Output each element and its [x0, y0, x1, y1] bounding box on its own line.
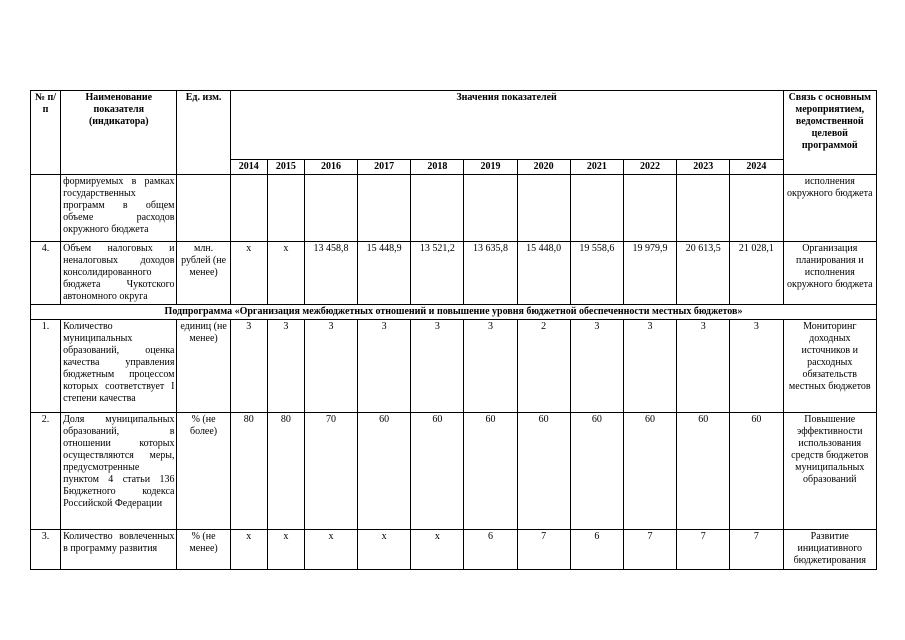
row-value: х: [230, 530, 267, 570]
row-value: [304, 175, 357, 242]
row-unit: млн. рублей (не менее): [177, 242, 230, 305]
row-value: 60: [730, 413, 783, 530]
row-unit: единиц (не менее): [177, 320, 230, 413]
table-row: [31, 320, 877, 413]
row-value: х: [304, 530, 357, 570]
row-indicator-name: Количество муниципальных образований, оценка качества управления бюджетным процессом которых соответствует I степени качества: [61, 320, 177, 413]
row-value: [570, 175, 623, 242]
header-year: 2016: [304, 160, 357, 175]
row-value: 6: [570, 530, 623, 570]
row-value: 80: [230, 413, 267, 530]
header-unit: Ед. изм.: [177, 91, 230, 175]
row-link: Организация планирования и исполнения окружного бюджета: [783, 242, 876, 305]
row-value: х: [411, 530, 464, 570]
row-value: [517, 175, 570, 242]
row-value: 19 558,6: [570, 242, 623, 305]
row-value: 6: [464, 530, 517, 570]
row-value: 3: [267, 320, 304, 413]
row-value: 15 448,9: [358, 242, 411, 305]
row-value: 21 028,1: [730, 242, 783, 305]
header-year: 2023: [677, 160, 730, 175]
row-unit: [177, 175, 230, 242]
row-number: [31, 175, 61, 242]
row-value: 3: [570, 320, 623, 413]
row-number: 2.: [31, 413, 61, 530]
row-value: 3: [677, 320, 730, 413]
row-value: 70: [304, 413, 357, 530]
row-value: 3: [623, 320, 676, 413]
header-year: 2017: [358, 160, 411, 175]
row-value: 3: [304, 320, 357, 413]
row-value: 60: [358, 413, 411, 530]
row-value: 3: [411, 320, 464, 413]
row-value: х: [267, 530, 304, 570]
row-indicator-name: Доля муниципальных образований, в отношении которых осуществляются меры, предусмотренные пунктом 4 статьи 136 Бюджетного кодекса Российской Федерации: [61, 413, 177, 530]
table-row: [31, 413, 877, 530]
header-number: № п/п: [31, 91, 61, 175]
table-row: [31, 242, 877, 305]
header-year: 2015: [267, 160, 304, 175]
row-value: [230, 175, 267, 242]
row-value: 60: [411, 413, 464, 530]
row-value: [411, 175, 464, 242]
row-value: 2: [517, 320, 570, 413]
row-unit: % (не менее): [177, 530, 230, 570]
header-year: 2019: [464, 160, 517, 175]
row-value: 15 448,0: [517, 242, 570, 305]
row-value: [464, 175, 517, 242]
row-value: 60: [517, 413, 570, 530]
row-link: Повышение эффективности использования средств бюджетов муниципальных образований: [783, 413, 876, 530]
header-values: Значения показателей: [230, 91, 783, 160]
header-row: [31, 91, 877, 160]
table-row: [31, 530, 877, 570]
row-value: 60: [623, 413, 676, 530]
row-value: х: [267, 242, 304, 305]
row-value: 20 613,5: [677, 242, 730, 305]
row-unit: % (не более): [177, 413, 230, 530]
row-number: 3.: [31, 530, 61, 570]
header-year: 2024: [730, 160, 783, 175]
indicators-table: [30, 90, 877, 570]
row-value: 3: [464, 320, 517, 413]
row-value: 13 635,8: [464, 242, 517, 305]
row-value: [623, 175, 676, 242]
header-year: 2014: [230, 160, 267, 175]
row-value: 3: [230, 320, 267, 413]
header-year: 2018: [411, 160, 464, 175]
row-value: 3: [358, 320, 411, 413]
row-value: 7: [623, 530, 676, 570]
header-indicator-name: Наименование показателя (индикатора): [61, 91, 177, 175]
row-indicator-name: Количество вовлеченных в программу развития: [61, 530, 177, 570]
row-value: 7: [730, 530, 783, 570]
row-number: 4.: [31, 242, 61, 305]
row-link: Мониторинг доходных источников и расходных обязательств местных бюджетов: [783, 320, 876, 413]
row-value: 60: [464, 413, 517, 530]
row-value: 19 979,9: [623, 242, 676, 305]
row-link: Развитие инициативного бюджетирования: [783, 530, 876, 570]
row-number: 1.: [31, 320, 61, 413]
subprogram-title: Подпрограмма «Организация межбюджетных отношений и повышение уровня бюджетной обеспеченности местных бюджетов»: [31, 305, 877, 320]
row-value: 80: [267, 413, 304, 530]
header-year: 2021: [570, 160, 623, 175]
row-value: 7: [677, 530, 730, 570]
row-link: исполнения окружного бюджета: [783, 175, 876, 242]
row-indicator-name: Объем налоговых и неналоговых доходов консолидированного бюджета Чукотского автономного округа: [61, 242, 177, 305]
row-value: [267, 175, 304, 242]
row-value: 13 458,8: [304, 242, 357, 305]
row-indicator-name: формируемых в рамках государственных программ в общем объеме расходов окружного бюджета: [61, 175, 177, 242]
row-value: 13 521,2: [411, 242, 464, 305]
row-value: х: [358, 530, 411, 570]
row-value: х: [230, 242, 267, 305]
subprogram-row: [31, 305, 877, 320]
header-link: Связь с основным мероприятием, ведомственной целевой программой: [783, 91, 876, 175]
row-value: 60: [677, 413, 730, 530]
table-row: [31, 175, 877, 242]
header-year: 2022: [623, 160, 676, 175]
row-value: 3: [730, 320, 783, 413]
header-year: 2020: [517, 160, 570, 175]
row-value: [358, 175, 411, 242]
row-value: 7: [517, 530, 570, 570]
row-value: [730, 175, 783, 242]
row-value: 60: [570, 413, 623, 530]
row-value: [677, 175, 730, 242]
